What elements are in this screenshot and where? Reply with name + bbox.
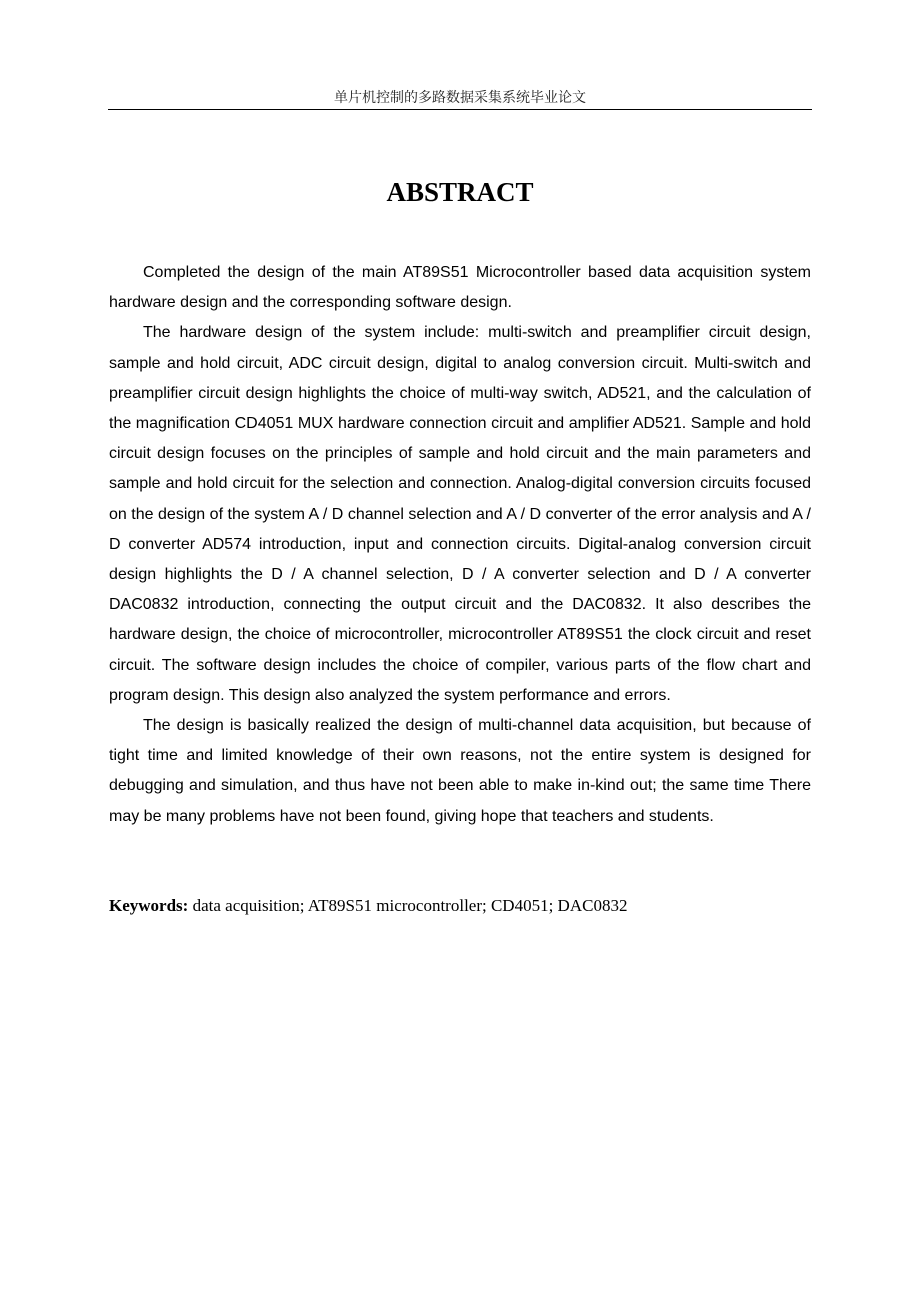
running-header: 单片机控制的多路数据采集系统毕业论文 (334, 90, 586, 106)
paragraph-1: Completed the design of the main AT89S51 Microcontroller based data acquisition system hardware design and the corresponding software design. (109, 264, 811, 312)
keywords-label: Keywords: (109, 896, 189, 915)
keywords-text: data acquisition; AT89S51 microcontroller; CD4051; DAC0832 (192, 896, 628, 915)
keywords-line (109, 894, 811, 918)
abstract-body (109, 258, 811, 832)
paragraph-2: The hardware design of the system include: multi-switch and preamplifier circuit design, sample and hold circuit, ADC circuit design, digital to analog conversion circuit. Multi-switch and preamplifier circuit design highlights the choice of multi-way switch, AD521, and the calculation of the magnification CD4051 MUX hardware connection circuit and amplifier AD521. Sample and hold circuit design focuses on the principles of sample and hold circuit and the main parameters and sample and hold circuit for the selection and connection. Analog-digital conversion circuits focused on the design of the system A / D channel selection and A / D converter of the error analysis and A / D converter AD574 introduction, input and connection circuits. Digital-analog conversion circuit design highlights the D / A channel selection, D / A converter selection and D / A converter DAC0832 introduction, connecting the output circuit and the DAC0832. It also describes the hardware design, the choice of microcontroller, microcontroller AT89S51 the clock circuit and reset circuit. The software design includes the choice of compiler, various parts of the flow chart and program design. This design also analyzed the system performance and errors. (109, 324, 811, 704)
page-title: ABSTRACT (386, 177, 534, 207)
paragraph-3: The design is basically realized the design of multi-channel data acquisition, but because of tight time and limited knowledge of their own reasons, not the entire system is designed for debugging and simulation, and thus have not been able to make in-kind out; the same time There may be many problems have not been found, giving hope that teachers and students. (109, 717, 811, 825)
header-rule (108, 109, 812, 110)
